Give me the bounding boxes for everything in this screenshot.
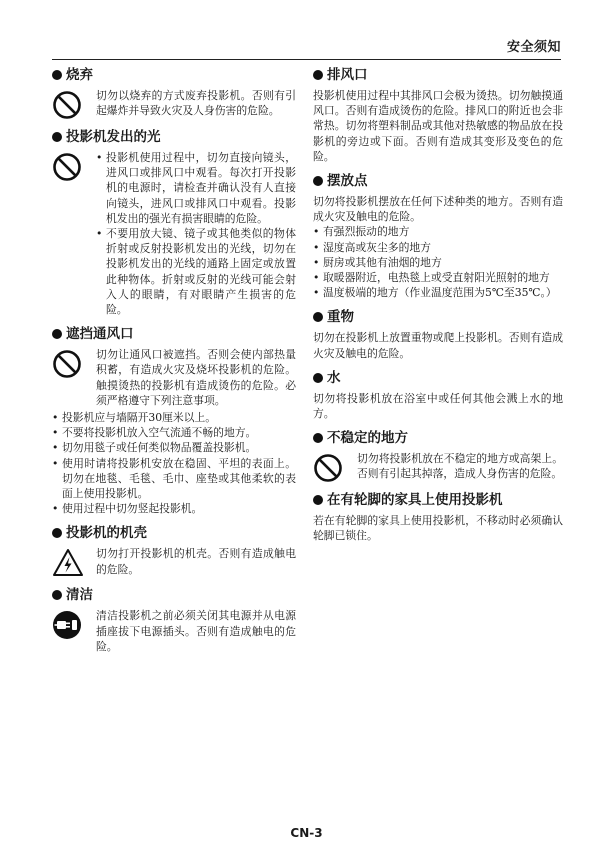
list-item: • 取暖器附近，电热毯上或受直射阳光照射的地方 [313,270,563,285]
section-text: 切勿打开投影机的机壳。否则有造成触电的危险。 [96,547,296,576]
bullet-dot [52,528,62,538]
bullet-dot [52,590,62,600]
list-item: • 切勿用毯子或任何类似物品覆盖投影机。 [52,440,296,455]
bullet-dot [313,70,323,80]
bullet-dot [313,312,323,322]
page-header-title: 安全须知 [506,40,561,55]
section-text: 切勿将投影机放在不稳定的地方或高架上。否则有引起其掉落，造成人身伤害的危险。 [357,452,563,481]
list-item: • 湿度高或灰尘多的地方 [313,240,563,255]
section-title: 遮挡通风口 [52,325,296,343]
list-item: • 使用时请将投影机安放在稳固、平坦的表面上。切勿在地毯、毛毯、毛巾、座垫或其他柔软的表面上使用投影机。 [52,456,296,502]
header-divider [52,59,561,60]
bullet-list [92,150,296,317]
section-unstable-location [313,429,563,483]
section-text: 切勿将投影机摆放在任何下述种类的地方。否则有造成火灾及触电的危险。 [313,195,563,224]
bullet-list [313,224,563,300]
list-item: • 厨房或其他有油烟的地方 [313,255,563,270]
bullet-dot [52,70,62,80]
section-water [313,369,563,421]
section-projector-light [52,128,296,317]
section-text: 投影机使用过程中其排风口会极为烫热。切勿触摸通风口。否则有造成烫伤的危险。排风口的附近也会非常热。切勿将塑料制品或其他对热敏感的物品放在投影机的旁边或下面。否则有造成其变形及变色的危险。 [313,89,563,163]
list-item: • 不要用放大镜、镜子或其他类似的物体折射或反射投影机发出的光线，切勿在投影机发出的光线的通路上固定或放置此种物体。折射或反射的光线可能会射入人的眼睛，有对眼睛产生损害的危险。 [96,226,296,317]
section-caster-furniture [313,491,563,543]
section-title: 排风口 [313,66,563,84]
unplug-icon [52,608,92,640]
section-heavy-objects [313,308,563,360]
section-cleaning [52,586,296,654]
section-title: 投影机发出的光 [52,128,296,146]
left-column [52,66,296,662]
section-title: 不稳定的地方 [313,429,563,447]
list-item: • 投影机使用过程中，切勿直接向镜头，进风口或排风口中观看。每次打开投影机的电源时，请检查并确认没有人直接向镜头，进风口或排风口中观看。投影机发出的强光有损害眼睛的危险。 [96,150,296,226]
list-item: • 有强烈振动的地方 [313,224,563,239]
section-burn [52,66,296,120]
section-projector-case [52,524,296,578]
section-title: 投影机的机壳 [52,524,296,542]
section-title: 重物 [313,308,563,326]
section-placement [313,172,563,300]
prohibition-icon [52,88,92,120]
section-title: 摆放点 [313,172,563,190]
bullet-dot [313,433,323,443]
section-title: 水 [313,369,563,387]
section-title: 在有轮脚的家具上使用投影机 [313,491,563,509]
prohibition-icon [313,451,353,483]
section-text: 切勿将投影机放在浴室中或任何其他会溅上水的地方。 [313,391,563,421]
bullet-dot [52,132,62,142]
section-blocked-vents [52,325,296,516]
bullet-list [52,410,296,516]
section-title: 烧弃 [52,66,296,84]
list-item: • 不要将投影机放入空气流通不畅的地方。 [52,425,296,440]
section-text: 清洁投影机之前必须关闭其电源并从电源插座拔下电源插头。否则有造成触电的危险。 [96,609,296,653]
bullet-dot [313,495,323,505]
bullet-dot [313,373,323,383]
bullet-dot [313,176,323,186]
section-exhaust-vent [313,66,563,164]
section-title: 清洁 [52,586,296,604]
section-text: 若在有轮脚的家具上使用投影机，不移动时必须确认轮脚已锁住。 [313,514,563,543]
page-number: CN-3 [290,826,323,840]
section-text: 切勿以烧弃的方式废弃投影机。否则有引起爆炸并导致火灾及人身伤害的危险。 [96,89,296,118]
prohibition-icon [52,150,92,182]
section-text: 切勿在投影机上放置重物或爬上投影机。否则有造成火灾及触电的危险。 [313,331,563,360]
list-item: • 温度极端的地方（作业温度范围为5℃至35℃。） [313,285,563,300]
list-item: • 使用过程中切勿竖起投影机。 [52,501,296,516]
right-column [313,66,563,552]
section-text: 切勿让通风口被遮挡。否则会使内部热量积蓄，有造成火灾及烧坏投影机的危险。触摸烫热的投影机有造成烫伤的危险。必须严格遵守下列注意事项。 [96,348,296,407]
electric-shock-warning-icon [52,546,92,578]
bullet-dot [52,329,62,339]
prohibition-icon [52,347,92,379]
list-item: • 投影机应与墙隔开30厘米以上。 [52,410,296,425]
